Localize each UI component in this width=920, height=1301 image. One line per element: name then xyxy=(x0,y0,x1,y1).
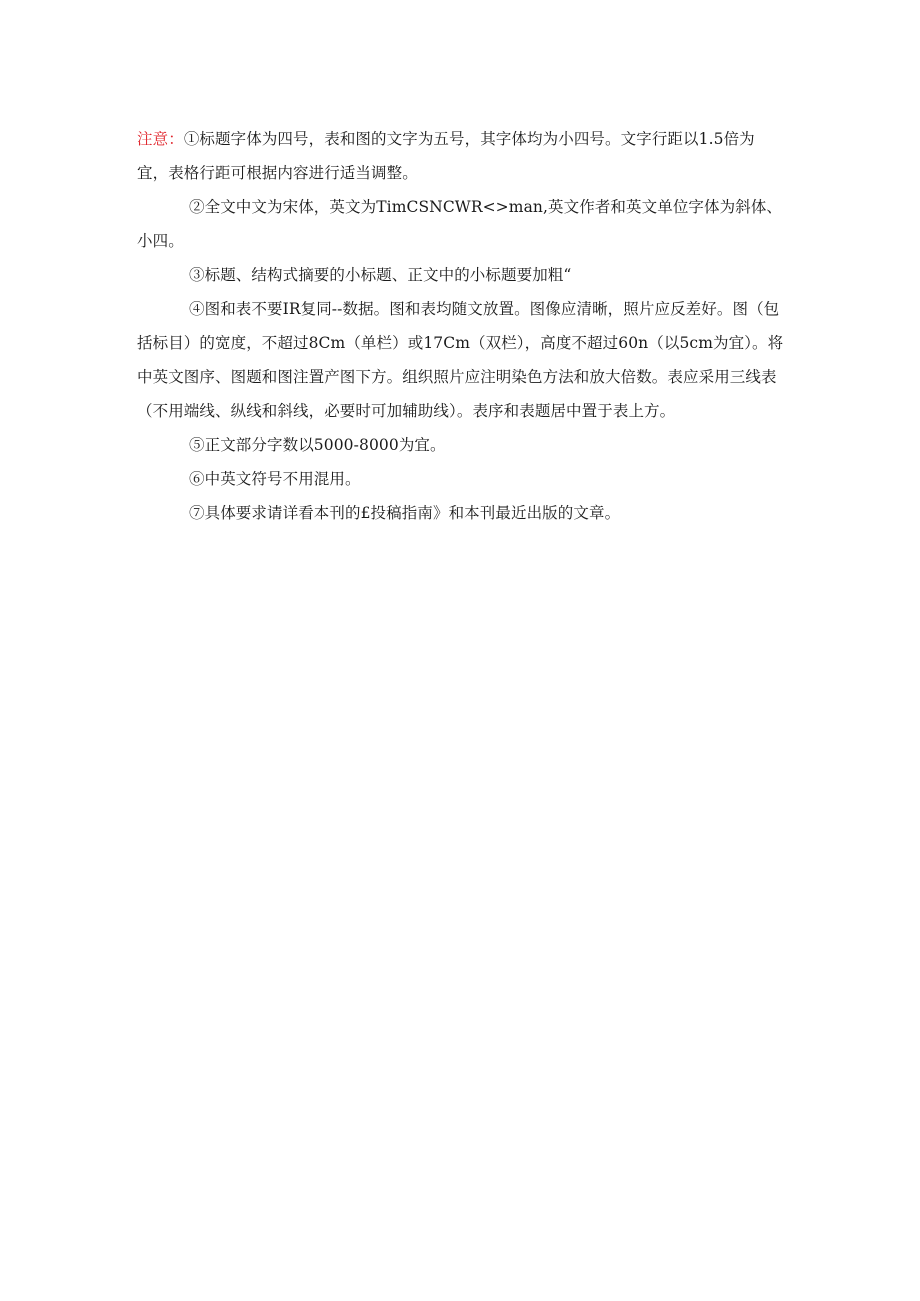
notes-section xyxy=(137,122,785,530)
note-paragraph-2: ②全文中文为宋体，英文为TimCSNCWR<>man,英文作者和英文单位字体为斜体、小四。 xyxy=(137,198,783,250)
note-paragraph-7: ⑦具体要求请详看本刊的£投稿指南》和本刊最近出版的文章。 xyxy=(189,504,621,522)
note-paragraph-4: ④图和表不要IR复同--数据。图和表均随文放置。图像应清晰，照片应反差好。图（包括标目）的宽度，不超过8Cm（单栏）或17Cm（双栏），高度不超过60n（以5cm为宜）。将中英文图序、图题和图注置产图下方。组织照片应注明染色方法和放大倍数。表应采用三线表（不用端线、纵线和斜线，必要时可加辅助线）。表序和表题居中置于表上方。 xyxy=(137,300,784,420)
note-paragraph-5: ⑤正文部分字数以5000-8000为宜。 xyxy=(189,436,446,454)
note-paragraph-6: ⑥中英文符号不用混用。 xyxy=(189,470,361,488)
note-label: 注意： xyxy=(137,130,184,148)
note-paragraph-3: ③标题、结构式摘要的小标题、正文中的小标题要加粗“ xyxy=(189,266,572,284)
note-text-1: ①标题字体为四号，表和图的文字为五号，其字体均为小四号。文字行距以1.5倍为宜，表格行距可根据内容进行适当调整。 xyxy=(137,130,755,182)
note-paragraph-1 xyxy=(137,122,785,190)
